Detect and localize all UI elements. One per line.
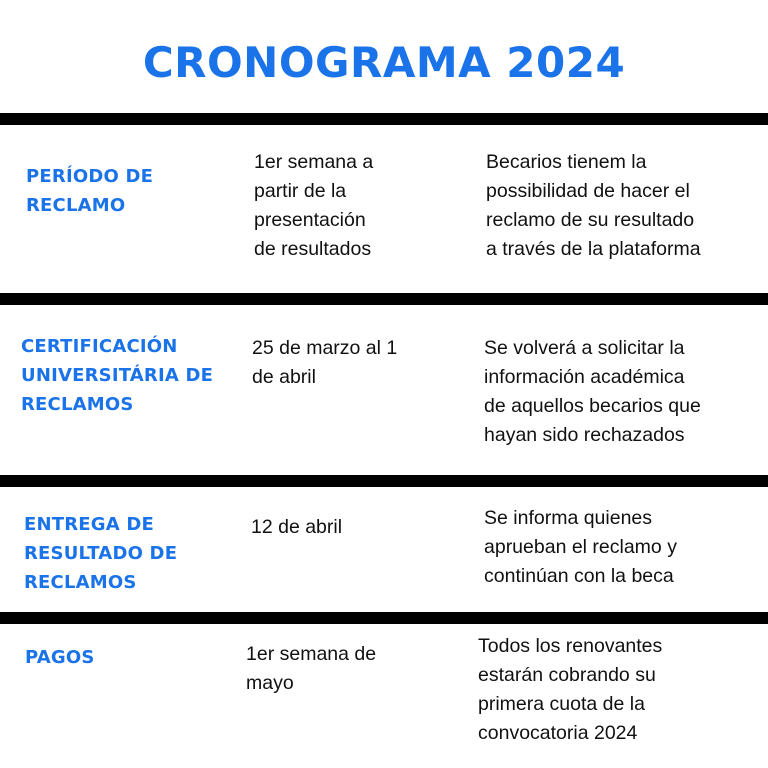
phase-description: Se volverá a solicitar la información académica de aquellos becarios que hayan sido rechazados — [484, 337, 701, 446]
phase-description: Se informa quienes aprueban el reclamo y continúan con la beca — [484, 507, 677, 587]
divider — [0, 113, 768, 125]
page-title: CRONOGRAMA 2024 — [142, 38, 626, 87]
phase-label: PERÍODO DE RECLAMO — [26, 166, 154, 216]
phase-date: 1er semana de mayo — [246, 643, 377, 694]
phase-date: 12 de abril — [251, 516, 343, 538]
phase-label: ENTREGA DE RESULTADO DE RECLAMOS — [24, 514, 178, 593]
phase-label: PAGOS — [25, 647, 95, 668]
divider — [0, 475, 768, 487]
phase-description: Becarios tienem la possibilidad de hacer el reclamo de su resultado a través de la plataforma — [486, 151, 701, 260]
phase-description: Todos los renovantes estarán cobrando su primera cuota de la convocatoria 2024 — [478, 635, 663, 744]
divider — [0, 293, 768, 305]
phase-date: 1er semana a partir de la presentación de resultados — [254, 151, 374, 260]
phase-date: 25 de marzo al 1 de abril — [252, 337, 398, 388]
divider — [0, 612, 768, 624]
phase-label: CERTIFICACIÓN UNIVERSITÁRIA DE RECLAMOS — [21, 336, 214, 415]
